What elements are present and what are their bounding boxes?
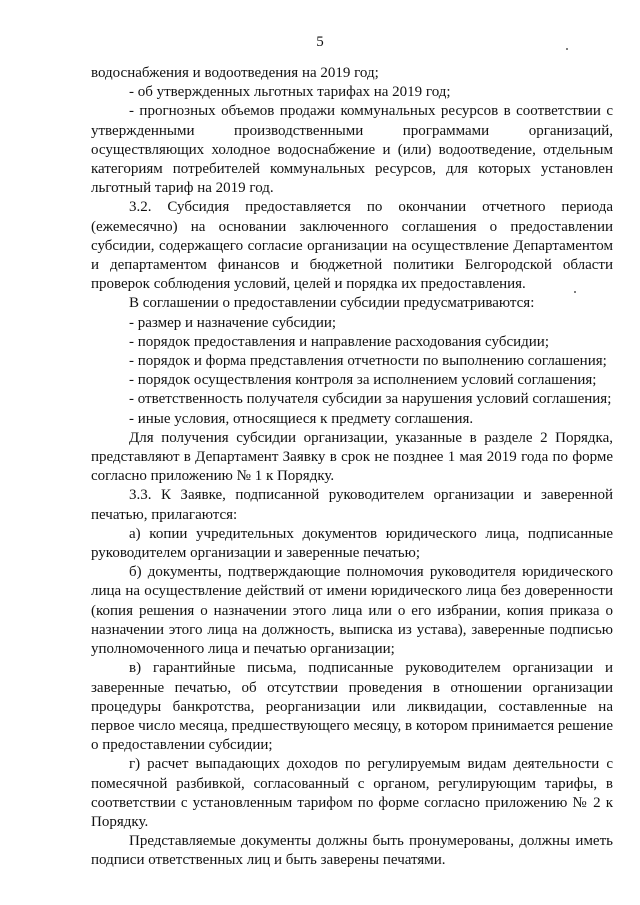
- paragraph: водоснабжения и водоотведения на 2019 год;: [91, 65, 379, 81]
- paragraph: Для получения субсидии организации, указанные в разделе 2 Порядка, представляют в Департамент Заявку в срок не позднее 1 мая 2019 года по форме согласно приложению № 1 к Порядку.: [91, 429, 613, 485]
- paragraph: - порядок осуществления контроля за исполнением условий соглашения;: [129, 372, 597, 389]
- paragraph: г) расчет выпадающих доходов по регулируемым видам деятельности с помесячной разбивкой, согласованный с органом, регулирующим тарифы, в соответствии с установленным тарифом по форме согласно приложению № 2 к Порядку.: [91, 756, 613, 830]
- paragraph: - порядок и форма представления отчетности по выполнению соглашения;: [129, 353, 607, 370]
- paragraph: б) документы, подтверждающие полномочия руководителя юридического лица на осуществление действий от имени юридического лица без доверенности (копия решения о назначении этого лица или о его избрании, копия приказа о назначении этого лица на должность, выписка из устава), заверенные подписью уполномоченного лица и печатью организации;: [91, 564, 613, 658]
- paragraph: Представляемые документы должны быть пронумерованы, должны иметь подписи ответственных лиц и быть заверены печатями.: [91, 833, 613, 869]
- paragraph: - иные условия, относящиеся к предмету соглашения.: [129, 410, 474, 427]
- paragraph: - размер и назначение субсидии;: [129, 314, 337, 331]
- paragraph: - прогнозных объемов продажи коммунальных ресурсов в соответствии с утвержденными производственными программами организаций, осуществляющих холодное водоснабжение и (или) водоотведение, отдельным категориям потребителей коммунальных ресурсов, для которых установлен льготный тариф на 2019 год.: [91, 103, 613, 197]
- paragraph: 3.2. Субсидия предоставляется по окончании отчетного периода (ежемесячно) на основании заключенного соглашения о предоставлении субсидии, содержащего согласие организации на осуществление Департаментом и департаментом финансов и бюджетной политики Белгородской области проверок соблюдения условий, целей и порядка их предоставления.: [91, 199, 613, 293]
- paragraph: В соглашении о предоставлении субсидии предусматриваются:: [129, 295, 535, 312]
- scan-speck: [566, 48, 568, 50]
- paragraph: 3.3. К Заявке, подписанной руководителем организации и заверенной печатью, прилагаются:: [91, 487, 613, 523]
- paragraph: - порядок предоставления и направление расходования субсидии;: [129, 333, 549, 350]
- document-body: [91, 64, 613, 871]
- paragraph: а) копии учредительных документов юридического лица, подписанные руководителем организации и заверенные печатью;: [91, 525, 613, 562]
- paragraph: - об утвержденных льготных тарифах на 2019 год;: [129, 84, 451, 101]
- page-number: 5: [316, 34, 324, 50]
- paragraph: в) гарантийные письма, подписанные руководителем организации и заверенные печатью, об отсутствии проведения в отношении организации процедуры банкротства, реорганизации или ликвидации, составленные на первое число месяца, предшествующего месяцу, в котором принимается решение о предоставлении субсидии;: [91, 660, 613, 754]
- paragraph: - ответственность получателя субсидии за нарушения условий соглашения;: [129, 391, 612, 408]
